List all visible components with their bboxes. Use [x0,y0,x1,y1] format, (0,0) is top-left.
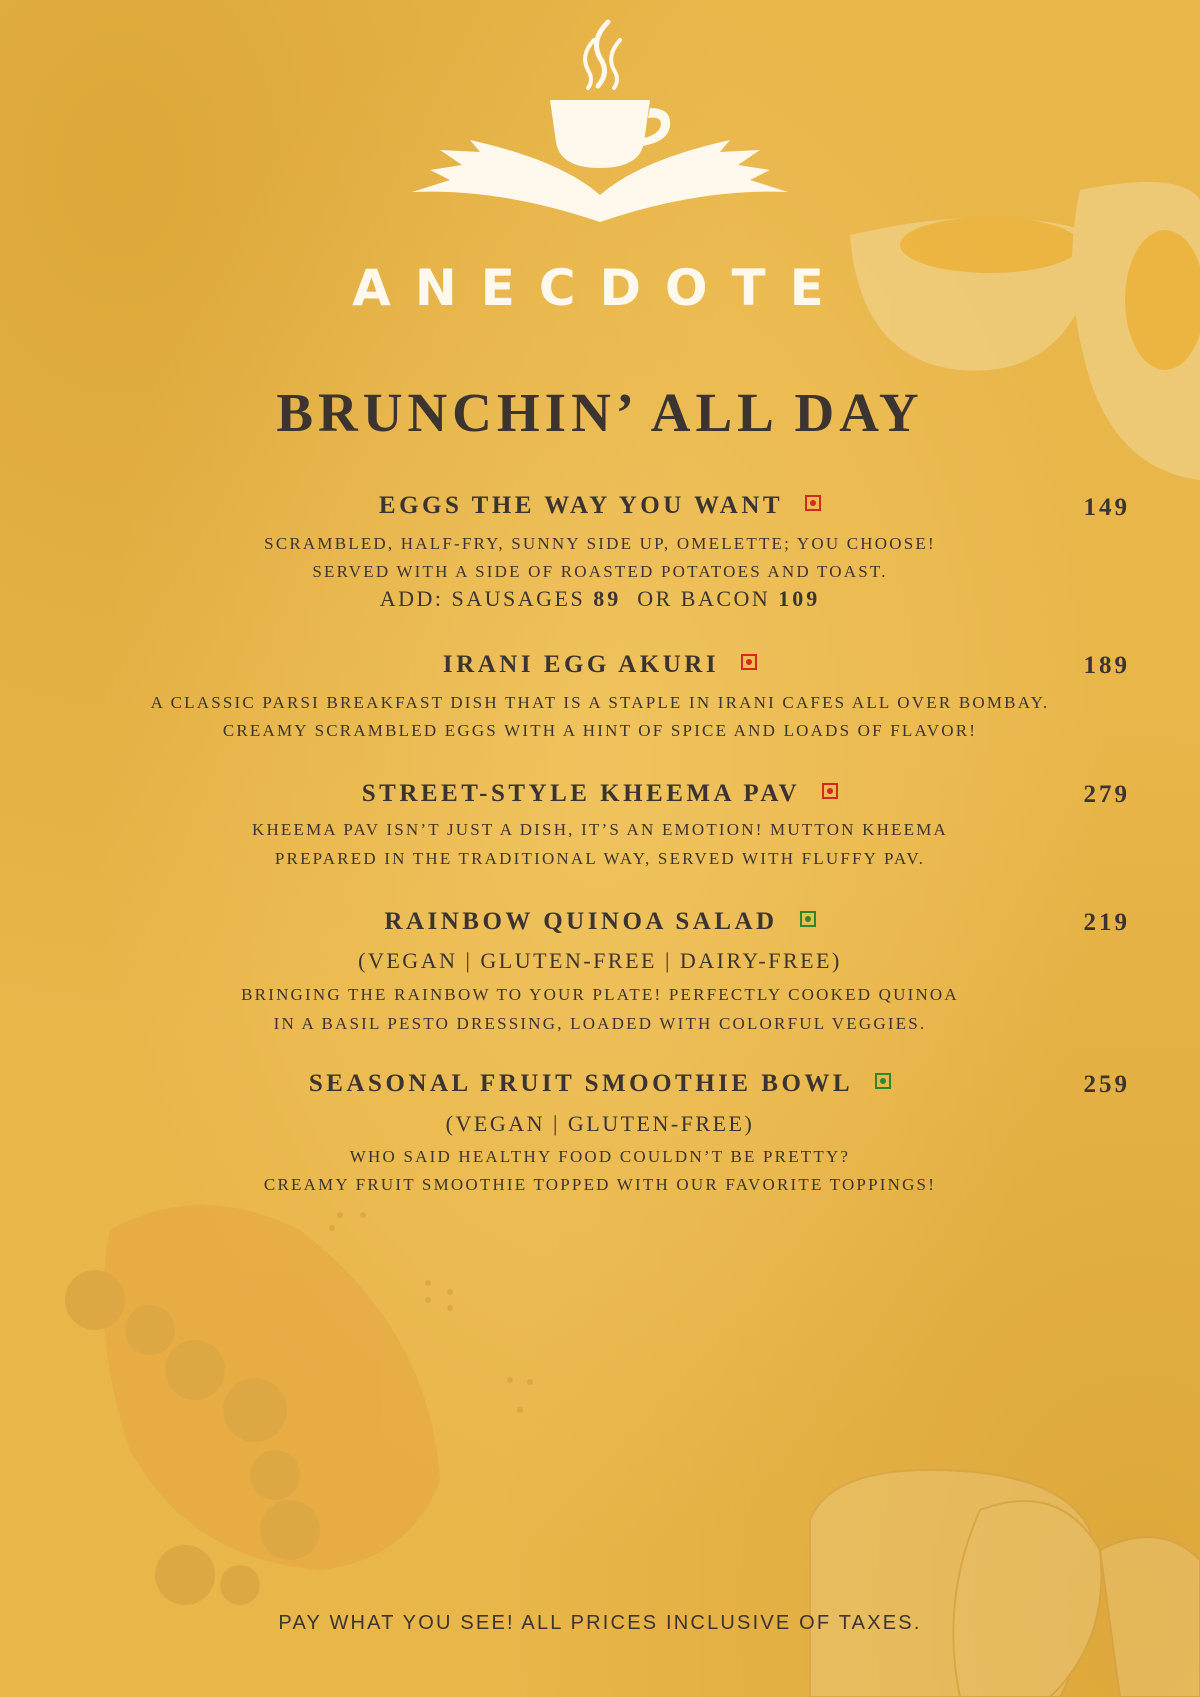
item-description-line: IN A BASIL PESTO DRESSING, LOADED WITH COLORFUL VEGGIES. [273,1014,927,1033]
item-price: 189 [1083,652,1130,679]
menu-item-name [0,491,1200,521]
item-name-text: STREET-STYLE KHEEMA PAV [361,780,801,807]
item-name-text: RAINBOW QUINOA SALAD [384,908,778,935]
item-price: 149 [1083,494,1130,521]
non-veg-mark-icon [822,783,838,799]
item-description-line: WHO SAID HEALTHY FOOD COULDN’T BE PRETTY? [349,1147,851,1166]
item-description-line: SCRAMBLED, HALF-FRY, SUNNY SIDE UP, OMELETTE; YOU CHOOSE! [264,534,936,553]
item-name-text: EGGS THE WAY YOU WANT [378,492,784,519]
menu-item-name [0,1069,1200,1099]
item-price: 219 [1083,909,1130,936]
item-description-line: BRINGING THE RAINBOW TO YOUR PLATE! PERFECTLY COOKED QUINOA [241,985,959,1004]
addon-sausages-label: ADD: SAUSAGES [379,586,586,611]
item-dietary-tags: (VEGAN | GLUTEN-FREE | DAIRY-FREE) [358,948,842,973]
menu-title: BRUNCHIN’ ALL DAY [276,382,924,443]
menu-item-name [0,779,1200,809]
item-description-line: CREAMY FRUIT SMOOTHIE TOPPED WITH OUR FAVORITE TOPPINGS! [263,1175,937,1194]
item-description-line: PREPARED IN THE TRADITIONAL WAY, SERVED WITH FLUFFY PAV. [274,849,926,868]
coffee-book-logo-icon [0,0,1200,240]
item-description-line: CREAMY SCRAMBLED EGGS WITH A HINT OF SPICE AND LOADS OF FLAVOR! [222,721,978,740]
item-addons [0,584,1200,614]
addon-bacon-price: 109 [778,586,821,611]
addon-bacon-label: OR BACON [637,586,771,611]
brand-name: ANECDOTE [352,259,848,317]
bread-illustration [810,1470,1200,1697]
item-name-text: SEASONAL FRUIT SMOOTHIE BOWL [308,1070,854,1097]
addon-sausages-price: 89 [593,586,622,611]
non-veg-mark-icon [805,495,821,511]
item-price: 259 [1083,1071,1130,1098]
veg-mark-icon [800,911,816,927]
footer-note: PAY WHAT YOU SEE! ALL PRICES INCLUSIVE OF TAXES. [278,1612,922,1634]
item-description-line: A CLASSIC PARSI BREAKFAST DISH THAT IS A STAPLE IN IRANI CAFES ALL OVER BOMBAY. [150,693,1050,712]
croissant-illustration [65,1205,440,1605]
item-description-line: SERVED WITH A SIDE OF ROASTED POTATOES AND TOAST. [312,562,888,581]
item-dietary-tags: (VEGAN | GLUTEN-FREE) [445,1111,755,1136]
non-veg-mark-icon [741,654,757,670]
item-name-text: IRANI EGG AKURI [442,651,720,678]
item-price: 279 [1083,781,1130,808]
menu-item-name [0,907,1200,937]
menu-item-name [0,650,1200,680]
veg-mark-icon [875,1073,891,1089]
item-description-line: KHEEMA PAV ISN’T JUST A DISH, IT’S AN EMOTION! MUTTON KHEEMA [251,820,949,839]
